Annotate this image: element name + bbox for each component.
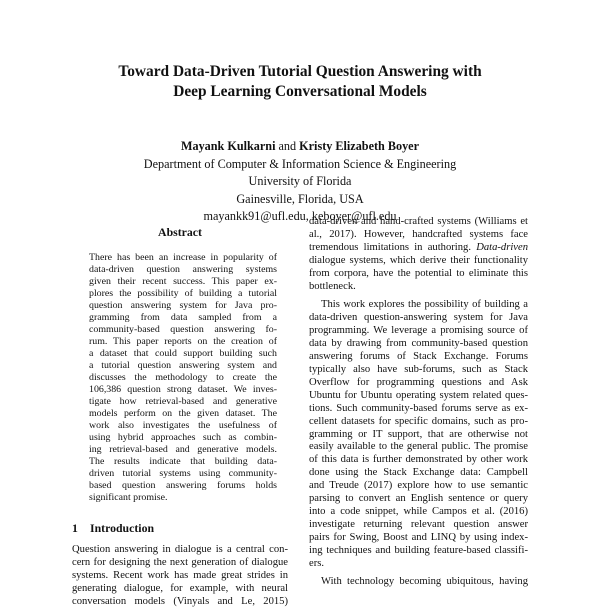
text-line: and Treude (2017) explore how to use semantic: [309, 480, 528, 492]
text-line: a tutorial question answering system and: [89, 360, 277, 371]
text-line: of this data is further demonstrated by other work: [309, 454, 528, 466]
right-column: [309, 216, 528, 589]
text-line: easily available to the general public. The promise: [309, 441, 528, 453]
text-line: based question answering forums holds: [89, 480, 277, 491]
text-line: tremendous limitations in authoring. Data-driven: [309, 241, 528, 253]
affiliation-line: Department of Computer & Information Science & Engineering: [143, 156, 457, 171]
paragraph: [309, 216, 528, 293]
text-line: The results indicate that building data-: [89, 456, 277, 467]
author-conjunction: and: [278, 139, 297, 153]
text-line: Ubuntu for Ubuntu operating system related ques-: [309, 389, 528, 401]
author-emails: mayankk91@ufl.edu, keboyer@ufl.edu: [203, 209, 397, 223]
text-line: done using the Stack Exchange data: Campbell: [309, 467, 528, 479]
affiliation-line: University of Florida: [248, 174, 352, 188]
text-line: work also investigates the usefulness of: [89, 420, 277, 431]
text-line: cellent datasets for specific domains, such as pro-: [309, 415, 528, 427]
text-line: With technology becoming ubiquitous, having: [321, 576, 528, 588]
affiliation-line: Gainesville, Florida, USA: [236, 191, 364, 206]
text-line: rum. This paper reports on the creation of: [89, 336, 277, 347]
title-line: Toward Data-Driven Tutorial Question Answering with: [118, 63, 482, 80]
text-line: conversation models (Vinyals and Le, 2015): [72, 595, 288, 607]
text-line: ing retrieval-based and generative models.: [89, 444, 277, 455]
left-column: [72, 224, 288, 609]
text-line: significant promise.: [89, 492, 168, 503]
text-line: parsing to convert an English sentence or query: [309, 493, 528, 505]
author-line: [60, 138, 540, 156]
text-line: pairs for Swing, Boost and LINQ by using index-: [309, 531, 528, 543]
text-line: tions. Such community-based forums serve as ex-: [309, 402, 528, 414]
abstract-body: [72, 252, 277, 504]
paragraph: [309, 299, 528, 570]
text-line: data by drawing from community-based question: [309, 338, 528, 350]
text-line: This work explores the possibility of building a: [321, 299, 528, 311]
paper-title: [60, 62, 540, 102]
text-line: driven tutorial systems using community-: [89, 468, 277, 479]
text-line: from corpora, have the potential to eliminate this: [309, 267, 528, 279]
text-line: question answering system for Java pro-: [89, 300, 277, 311]
text-line: data-driven question answering systems: [89, 264, 277, 275]
text-line: gramming from data sampled from a: [89, 312, 277, 323]
text-line: Overflow for programming questions and Ask: [309, 376, 528, 388]
text-line: using hybrid approaches such as combin-: [89, 432, 277, 443]
text-line: tigate how retrieval-based and generative: [89, 396, 277, 407]
text-line: generating dialogue, for example, with neural: [72, 582, 288, 594]
text-line: cern for designing the next generation of dialogue: [72, 556, 288, 568]
section-title: Introduction: [90, 521, 155, 535]
title-line: Deep Learning Conversational Models: [173, 83, 427, 100]
text-line: gramming or IT support, that are otherwise not: [309, 428, 528, 440]
text-line: data-driven and hand-crafted systems (Williams et: [309, 216, 528, 227]
text-line: ing techniques and building feature-based classifi-: [309, 544, 528, 556]
author-name: Mayank Kulkarni: [180, 139, 276, 153]
abstract-heading: Abstract: [158, 225, 202, 239]
text-line: bottleneck.: [309, 280, 356, 292]
text-line: dialogue systems, which derive their functionality: [309, 254, 528, 266]
text-line: systems. Recent work has made great strides in: [72, 569, 288, 581]
text-line: data-driven question-answering system for Java: [309, 312, 528, 324]
text-line: ers.: [309, 557, 325, 569]
author-block: [60, 138, 540, 226]
text-line: There has been an increase in popularity of: [89, 252, 277, 263]
text-line: a dataset that could support building such: [89, 348, 277, 359]
section-number: 1: [72, 521, 78, 535]
text-line: programming. We leverage a promising source of: [309, 325, 528, 337]
text-line: community-based question answering fo-: [89, 324, 277, 335]
section-heading-introduction: [72, 520, 288, 536]
text-line: plores the possibility of building a tutorial: [89, 288, 277, 299]
text-line: investigate returning relevant question answer: [309, 518, 528, 530]
text-line: discusses the methodology to create the: [89, 372, 277, 383]
text-line: typically also have sub-forums, such as Stack: [309, 363, 528, 375]
text-line: into a code snippet, while Campos et al. (2016): [309, 505, 528, 517]
text-line: given their recent success. This paper ex-: [89, 276, 277, 287]
introduction-text-left: [72, 544, 288, 609]
text-line: models perform on the given dataset. The: [89, 408, 277, 419]
text-line: Question answering in dialogue is a central con-: [72, 544, 288, 555]
text-line: 106,386 question strong dataset. We inves-: [89, 384, 277, 395]
text-line: al., 2017). However, handcrafted systems face: [309, 228, 528, 240]
paragraph: [309, 576, 528, 589]
text-line: answering forums of Stack Exchange. Forums: [309, 351, 528, 363]
author-name: Kristy Elizabeth Boyer: [299, 139, 419, 153]
